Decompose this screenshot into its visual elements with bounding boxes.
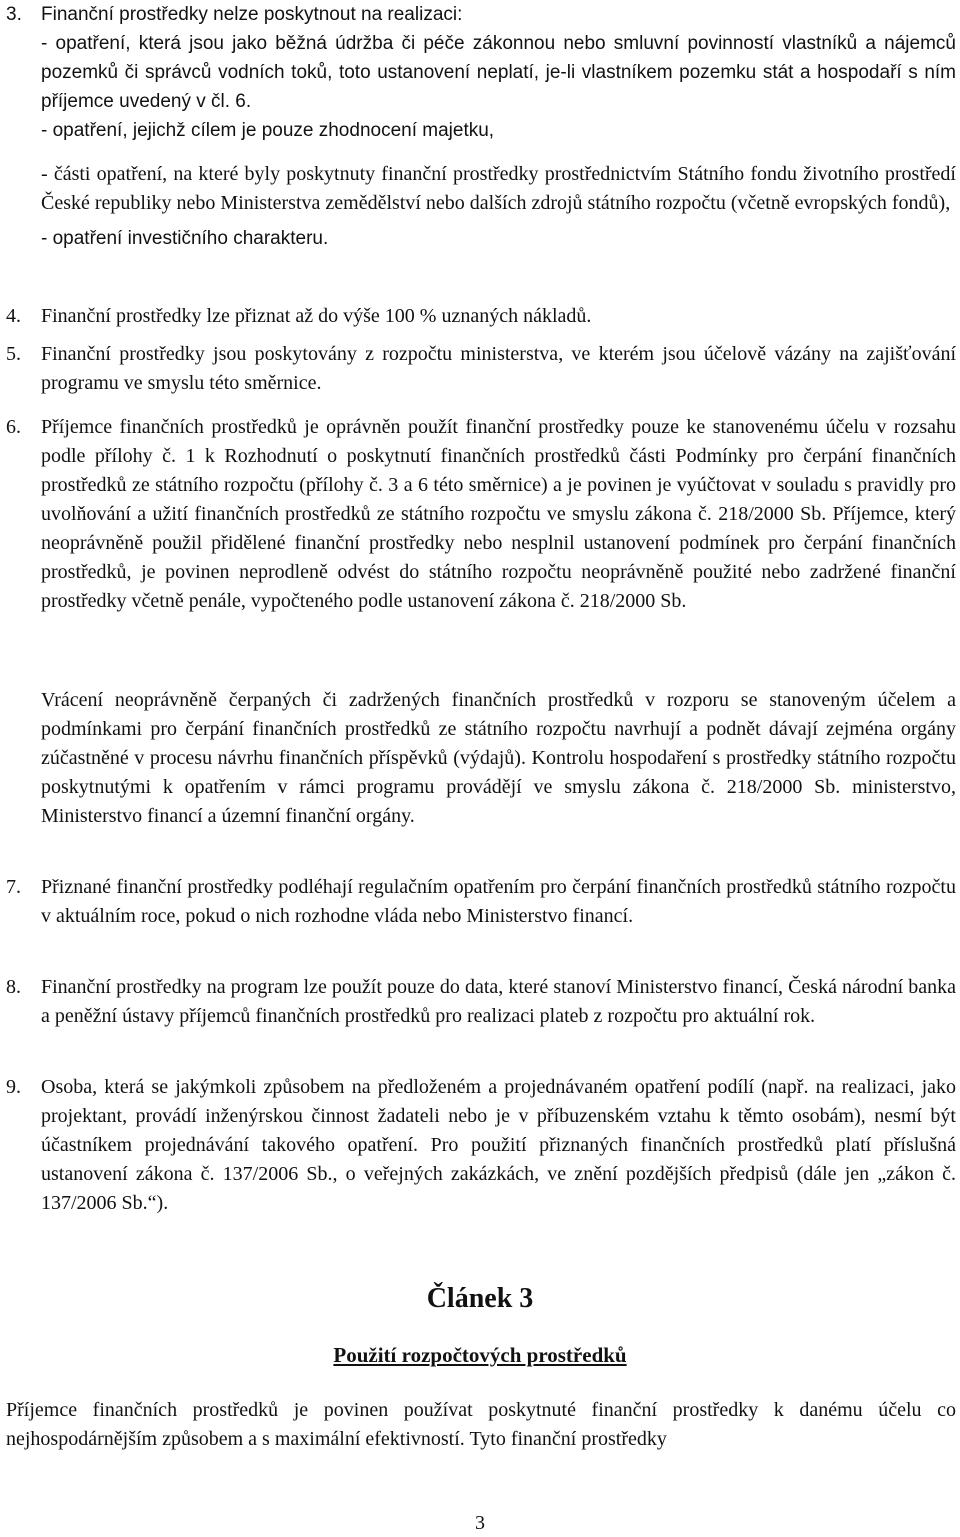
- item-text: Vrácení neoprávněně čerpaných či zadržených finančních prostředků v rozporu se stanoveným účelem a podmínkami pro čerpání finančních prostředků ze státního rozpočtu navrhují a podnět dávají zejména orgány zúčastněné v procesu návrhu finančních příspěvků (výdajů). Kontrolu hospodaření s prostředky státního rozpočtu poskytnutými k opatřením v rámci programu provádějí ve smyslu zákona č. 218/2000 Sb. ministerstvo, Ministerstvo financí a územní finanční orgány.: [41, 689, 956, 827]
- item-text: Přiznané finanční prostředky podléhají regulačním opatřením pro čerpání finančních prostředků státního rozpočtu v aktuálním roce, pokud o nich rozhodne vláda nebo Ministerstvo financí.: [41, 876, 956, 927]
- item-number: 4.: [6, 305, 21, 327]
- item-heading: Finanční prostředky nelze poskytnout na realizaci:: [41, 4, 463, 25]
- list-item-9: [0, 1073, 956, 1218]
- item-clause: - opatření, která jsou jako běžná údržba či péče zákonnou nebo smluvní povinností vlastníků a nájemců pozemků či správců vodních toků, toto ustanovení neplatí, je-li vlastníkem pozemku stát a hospodaří s ním příjemce uvedený v čl. 6.: [41, 33, 956, 112]
- item-clause: - opatření investičního charakteru.: [41, 228, 329, 249]
- article-subtitle: Použití rozpočtových prostředků: [333, 1343, 627, 1367]
- item-clause: - části opatření, na které byly poskytnuty finanční prostředky prostřednictvím Státního fondu životního prostředí České republiky nebo Ministerstva zemědělství nebo dalších zdrojů státního rozpočtu (včetně evropských fondů),: [41, 163, 956, 214]
- item-text: Finanční prostředky lze přiznat až do výše 100 % uznaných nákladů.: [41, 305, 592, 327]
- item-number: 3.: [6, 4, 22, 25]
- item-number: 9.: [6, 1076, 21, 1098]
- list-item-8: [0, 973, 956, 1031]
- item-body: [41, 0, 956, 145]
- list-item-3: [0, 0, 956, 145]
- item-body: [41, 160, 956, 253]
- item-text: Finanční prostředky na program lze použít pouze do data, které stanoví Ministerstvo financí, Česká národní banka a peněžní ústavy příjemců finančních prostředků pro realizaci plateb z rozpočtu pro aktuální rok.: [41, 976, 956, 1027]
- item-text: Finanční prostředky jsou poskytovány z rozpočtu ministerstva, ve kterém jsou účelově vázány na zajišťování programu ve smyslu této směrnice.: [41, 343, 956, 394]
- list-item-6: [0, 413, 956, 616]
- list-item-4: [0, 302, 956, 331]
- list-item-3-continued: [0, 160, 956, 253]
- item-clause: - opatření, jejichž cílem je pouze zhodnocení majetku,: [41, 120, 495, 141]
- item-text: Osoba, která se jakýmkoli způsobem na předloženém a projednávaném opatření podílí (např. na realizaci, jako projektant, provádí inženýrskou činnost žadateli nebo je v příbuzenském vztahu k těmto osobám), nesmí být účastníkem projednávání takového opatření. Pro použití přiznaných finančních prostředků platí příslušná ustanovení zákona č. 137/2006 Sb., o veřejných zakázkách, ve znění pozdějších předpisů (dále jen „zákon č. 137/2006 Sb.“).: [41, 1076, 956, 1214]
- item-number: 7.: [6, 876, 21, 898]
- article-paragraph: Příjemce finančních prostředků je povinen používat poskytnuté finanční prostředky k danému účelu co nejhospodárnějším způsobem a s maximální efektivností. Tyto finanční prostředky: [6, 1399, 956, 1450]
- list-item-5: [0, 340, 956, 398]
- list-item-7: [0, 873, 956, 931]
- page-number: 3: [475, 1512, 485, 1534]
- list-item-6-paragraph: [0, 686, 956, 831]
- item-number: 5.: [6, 343, 21, 365]
- item-number: 8.: [6, 976, 21, 998]
- article-title: Článek 3: [426, 1283, 534, 1314]
- item-text: Příjemce finančních prostředků je oprávněn použít finanční prostředky pouze ke stanovenému účelu v rozsahu podle přílohy č. 1 k Rozhodnutí o poskytnutí finančních prostředků části Podmínky pro čerpání finančních prostředků ze státního rozpočtu (přílohy č. 3 a 6 této směrnice) a je povinen je vyúčtovat v souladu s pravidly pro uvolňování a užití finančních prostředků ze státního rozpočtu ve smyslu zákona č. 218/2000 Sb. Příjemce, který neoprávněně použil přidělené finanční prostředky nebo nesplnil ustanovení podmínek pro čerpání finančních prostředků, je povinen neprodleně odvést do státního rozpočtu neoprávněně použité nebo zadržené finanční prostředky včetně penále, vypočteného podle ustanovení zákona č. 218/2000 Sb.: [41, 416, 956, 612]
- item-number: 6.: [6, 416, 21, 438]
